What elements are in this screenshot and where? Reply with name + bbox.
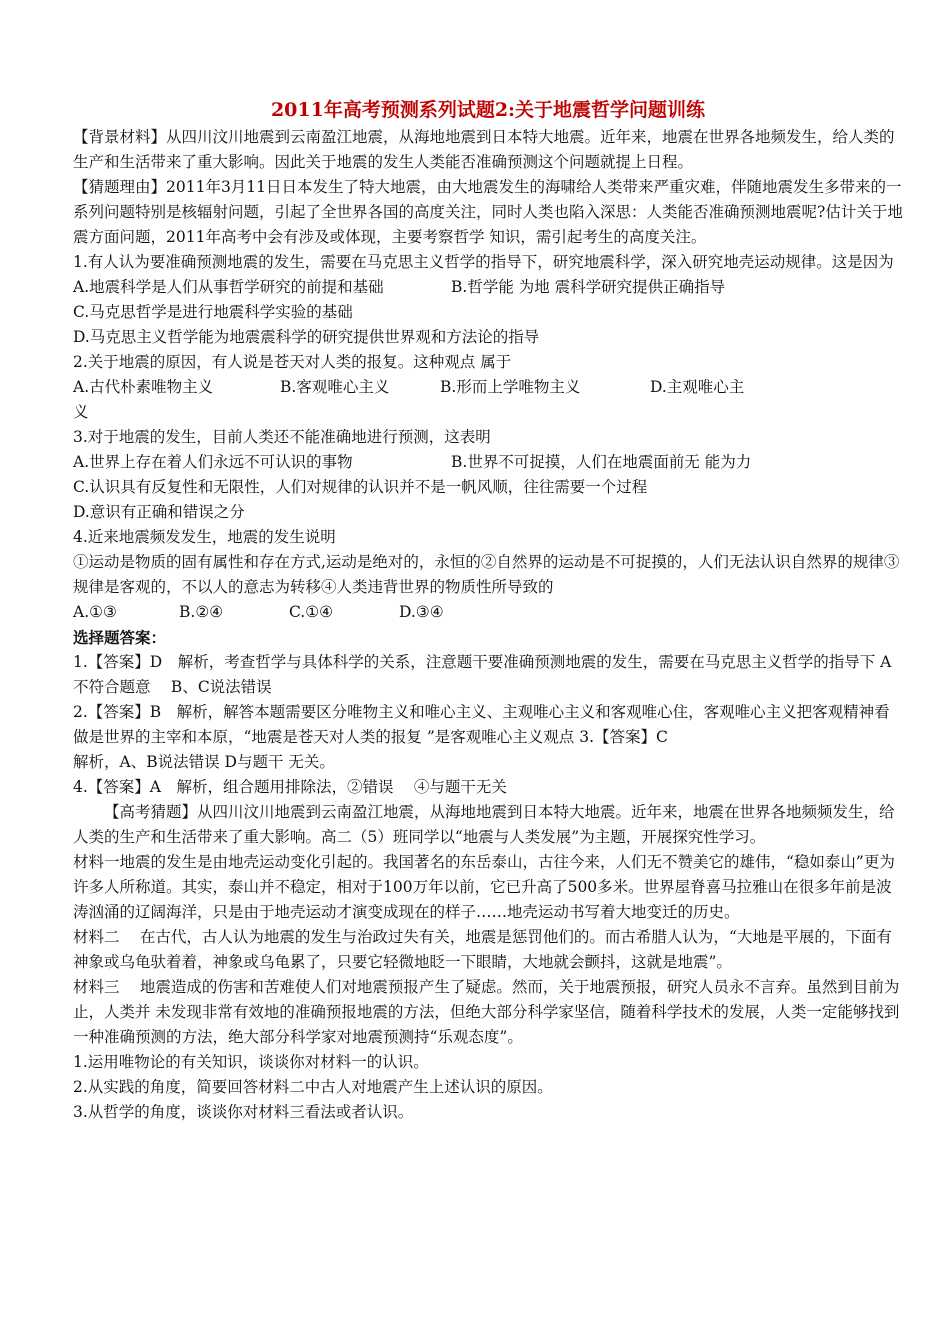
question-4-items: ①运动是物质的固有属性和存在方式,运动是绝对的，永恒的②自然界的运动是不可捉摸的，人们无法认识自然界的规律③规律是客观的，不以人的意志为转移④人类违背世界的物质性所导致的	[73, 553, 900, 596]
guess-reason: 【猜题理由】2011年3月11日日本发生了特大地震，由大地震发生的海啸给人类带来严重灾难，伴随地震发生多带来的一系列问题特别是核辐射问题，引起了全世界各国的高度关注，同时人类也陷入深思：人类能否准确预测地震呢?估计关于地震方面问题，2011年高考中会有涉及或体现，主要考察哲学 知识，需引起考生的高度关注。	[73, 178, 903, 246]
document-title: 2011年高考预测系列试题2:关于地震哲学问题训练	[270, 99, 706, 121]
q2-option-d: D.主观唯心主	[650, 378, 745, 396]
question-1-stem: 1.有人认为要准确预测地震的发生，需要在马克思主义哲学的指导下，研究地震科学，深入研究地壳运动规律。这是因为	[73, 253, 894, 271]
q2-option-b: B.客观唯心主义	[280, 378, 390, 396]
background-material: 【背景材料】从四川汶川地震到云南盈江地震，从海地地震到日本特大地震。近年来，地震在世界各地频发生，给人类的生产和生活带来了重大影响。因此关于地震的发生人类能否准确预测这个问题就提上日程。	[73, 128, 895, 171]
question-4-stem: 4.近来地震频发发生，地震的发生说明	[73, 528, 336, 546]
q3-option-d: D.意识有正确和错误之分	[73, 503, 245, 521]
question-1-options-ab	[73, 275, 903, 300]
material-2: 材料二 在古代，古人认为地震的发生与治政过失有关，地震是惩罚他们的。而古希腊人认为，“大地是平展的，下面有神象或乌龟驮着着，神象或乌龟累了，只要它轻微地眨一下眼睛，大地就会颤抖，这就是地震”。	[73, 928, 892, 971]
q3-option-a: A.世界上存在着人们永远不可认识的事物	[73, 453, 353, 471]
q2-option-a: A.古代朴素唯物主义	[73, 378, 214, 396]
material-1: 材料一地震的发生是由地壳运动变化引起的。我国著名的东岳泰山，古往今来，人们无不赞美它的雄伟，“稳如泰山”更为许多人所称道。其实，泰山并不稳定，相对于100万年以前，它已升高了500多米。世界屋脊喜马拉雅山在很多年前是波涛汹涌的辽阔海洋，只是由于地壳运动才演变成现在的样子……地壳运动书写着大地变迁的历史。	[73, 853, 895, 921]
q1-option-b: B.哲学能 为地 震科学研究提供正确指导	[451, 278, 726, 296]
question-4-options	[73, 600, 903, 625]
q2-option-c: B.形而上学唯物主义	[440, 378, 581, 396]
material-3: 材料三 地震造成的伤害和苦难使人们对地震预报产生了疑虑。然而，关于地震预报，研究人员永不言弃。虽然到目前为止，人类并 未发现非常有效地的准确预报地震的方法，但绝大部分科学家坚信，随着科学技术的发展，人类一定能够找到一种准确预测的方法，绝大部分科学家对地震预测持“乐观态度”。	[73, 978, 900, 1046]
answer-3: 解析，A、B说法错误 D与题干 无关。	[73, 753, 335, 771]
q3-option-c: C.认识具有反复性和无限性，人们对规律的认识并不是一帆风顺，往往需要一个过程	[73, 478, 648, 496]
q2-option-d-wrap: 义	[73, 403, 89, 421]
task-3: 3.从哲学的角度，谈谈你对材料三看法或者认识。	[73, 1103, 414, 1121]
answer-4: 4.【答案】A 解析，组合题用排除法，②错误 ④与题干无关	[73, 778, 507, 796]
q4-option-a: A.①③	[73, 603, 117, 621]
question-2-stem: 2.关于地震的原因，有人说是苍天对人类的报复。这种观点 属于	[73, 353, 512, 371]
question-3-stem: 3.对于地震的发生，目前人类还不能准确地进行预测，这表明	[73, 428, 491, 446]
q1-option-d: D.马克思主义哲学能为地震震科学的研究提供世界观和方法论的指导	[73, 328, 540, 346]
document-page	[73, 96, 903, 1125]
q1-option-c: C.马克思哲学是进行地震科学实验的基础	[73, 303, 353, 321]
q4-option-d: D.③④	[399, 603, 444, 621]
task-2: 2.从实践的角度，简要回答材料二中古人对地震产生上述认识的原因。	[73, 1078, 553, 1096]
answer-2: 2.【答案】B 解析，解答本题需要区分唯物主义和唯心主义、主观唯心主义和客观唯心住，客观唯心主义把客观精神看做是世界的主宰和本原，“地震是苍天对人类的报复 ”是客观唯心主义观点 3.【答案】C	[73, 703, 890, 746]
exam-guess: 【高考猜题】从四川汶川地震到云南盈江地震，从海地地震到日本特大地震。近年来，地震在世界各地频频发生，给人类的生产和生活带来了重大影响。高二（5）班同学以“地震与人类发展”为主题，开展探究性学习。	[73, 803, 895, 846]
q4-option-c: C.①④	[289, 603, 334, 621]
question-2-options	[73, 375, 903, 400]
question-3-options-ab	[73, 450, 903, 475]
answer-1: 1.【答案】D 解析，考查哲学与具体科学的关系，注意题干要准确预测地震的发生，需要在马克思主义哲学的指导下 A不符合题意 B、C说法错误	[73, 653, 892, 696]
q1-option-a: A.地震科学是人们从事哲学研究的前提和基础	[73, 278, 384, 296]
q4-option-b: B.②④	[179, 603, 224, 621]
task-1: 1.运用唯物论的有关知识，谈谈你对材料一的认识。	[73, 1053, 429, 1071]
q3-option-b: B.世界不可捉摸，人们在地震面前无 能为力	[451, 453, 752, 471]
answers-heading: 选择题答案：	[73, 628, 167, 647]
